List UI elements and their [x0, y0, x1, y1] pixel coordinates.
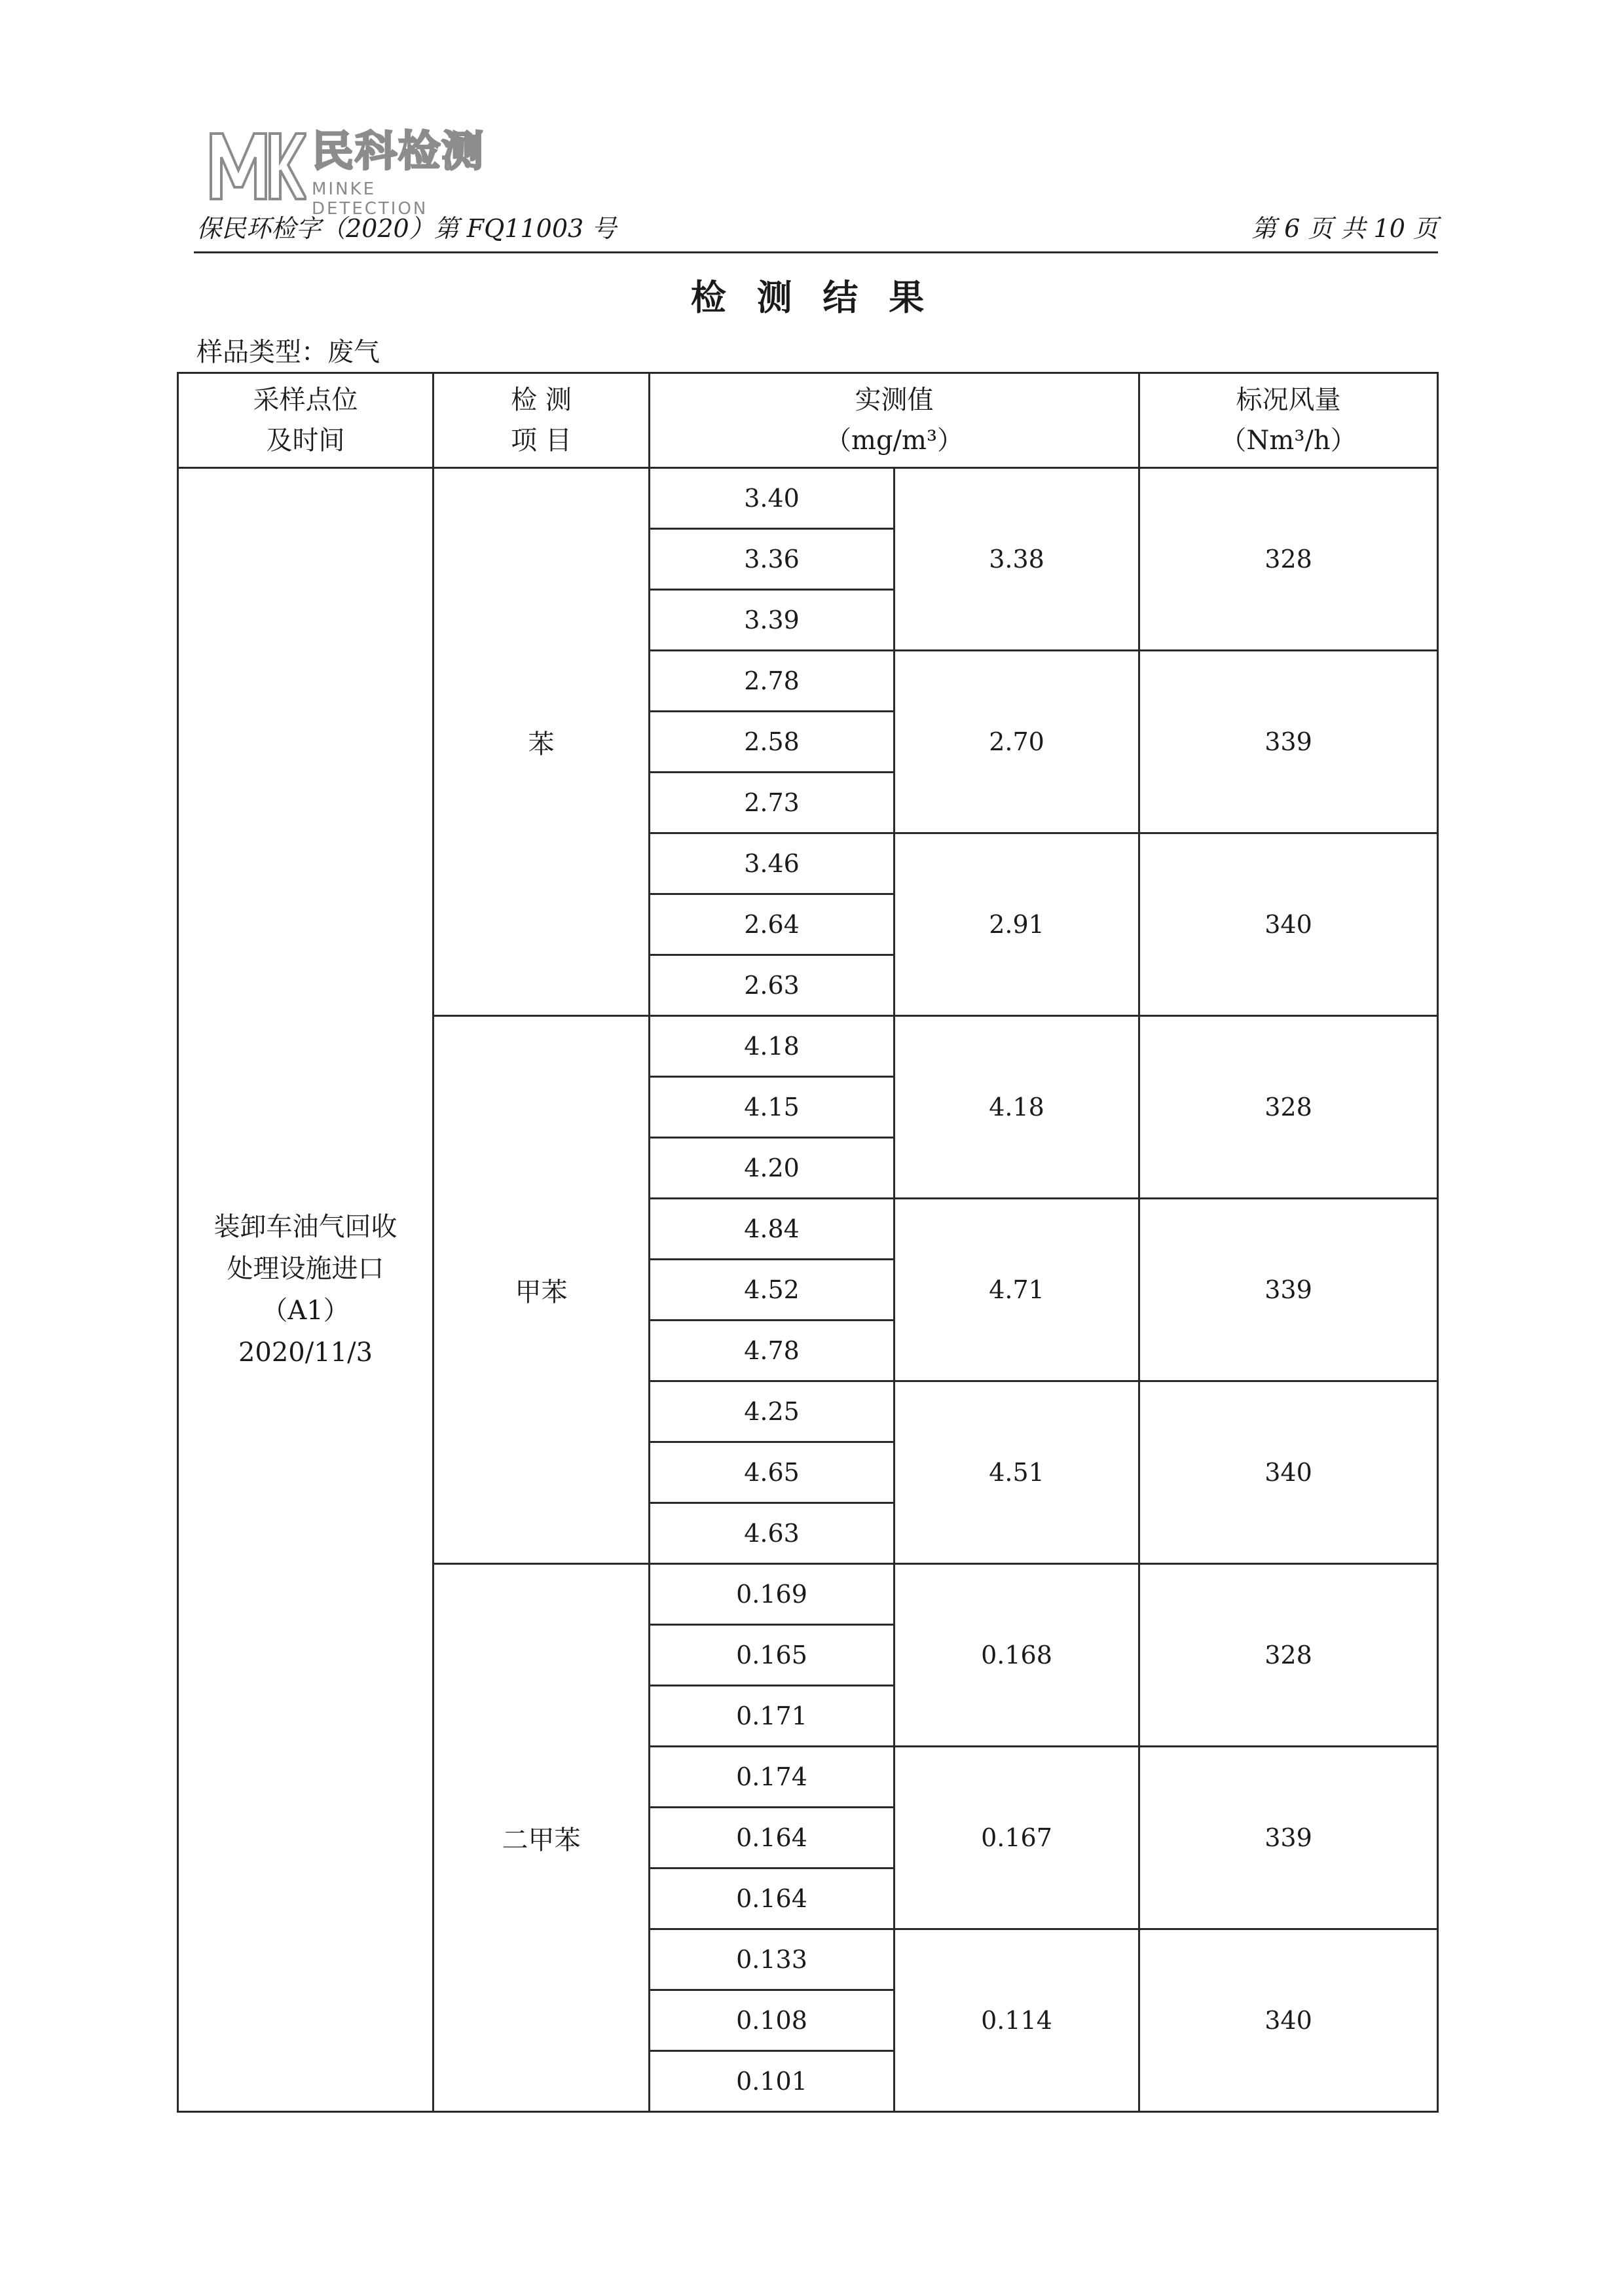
page-title: 检 测 结 果 [690, 277, 934, 318]
flow-value-cell: 339 [1139, 651, 1438, 833]
measured-value-cell: 0.169 [650, 1564, 895, 1625]
measured-value-cell: 0.133 [650, 1929, 895, 1990]
logo-chinese-text: 民科检测 [312, 128, 485, 176]
measured-value-cell: 0.101 [650, 2051, 895, 2112]
measured-value-cell: 3.46 [650, 833, 895, 894]
logo-english-text: MINKE DETECTION [312, 179, 428, 219]
measured-value-cell: 0.164 [650, 1868, 895, 1929]
mk-logo-icon [208, 128, 306, 202]
site-line4: 2020/11/3 [238, 1338, 373, 1368]
measured-value-cell: 0.174 [650, 1747, 895, 1808]
average-value-cell: 0.167 [895, 1747, 1139, 1929]
results-table [177, 372, 1439, 2113]
flow-value-cell: 328 [1139, 1564, 1438, 1747]
measured-value-cell: 4.84 [650, 1199, 895, 1260]
item-name-cell: 苯 [434, 468, 650, 1016]
header-site [178, 373, 434, 468]
header-flow-line1: 标况风量 [1236, 385, 1341, 415]
flow-value-cell: 328 [1139, 1016, 1438, 1199]
table-header-row [178, 373, 1438, 468]
measured-value-cell: 4.63 [650, 1503, 895, 1564]
header-site-line2: 及时间 [266, 426, 345, 456]
item-name-cell: 甲苯 [434, 1016, 650, 1564]
measured-value-cell: 4.18 [650, 1016, 895, 1077]
company-logo [208, 128, 496, 219]
measured-value-cell: 2.73 [650, 773, 895, 833]
flow-value-cell: 340 [1139, 1929, 1438, 2112]
measured-value-cell: 4.52 [650, 1260, 895, 1321]
page-indicator: 第 6 页 共 10 页 [1251, 214, 1438, 243]
header-item-line2: 项 目 [511, 426, 572, 456]
average-value-cell: 3.38 [895, 468, 1139, 651]
header-item-line1: 检 测 [511, 385, 572, 415]
measured-value-cell: 0.165 [650, 1625, 895, 1686]
header-item [434, 373, 650, 468]
average-value-cell: 4.51 [895, 1381, 1139, 1564]
header-flow-line2: （Nm³/h） [1220, 426, 1357, 456]
measured-value-cell: 4.20 [650, 1138, 895, 1199]
header-measured-line1: 实测值 [855, 385, 934, 415]
site-line2: 处理设施进口 [227, 1254, 384, 1284]
header-divider [194, 251, 1438, 253]
measured-value-cell: 0.171 [650, 1686, 895, 1747]
flow-value-cell: 339 [1139, 1747, 1438, 1929]
measured-value-cell: 3.39 [650, 590, 895, 651]
measured-value-cell: 3.36 [650, 529, 895, 590]
sample-type-label: 样品类型：废气 [196, 337, 380, 367]
header-site-line1: 采样点位 [253, 385, 358, 415]
flow-value-cell: 328 [1139, 468, 1438, 651]
table-row [178, 468, 1438, 529]
header-measured [650, 373, 1139, 468]
header-measured-line2: （mg/m³） [825, 426, 963, 456]
flow-value-cell: 340 [1139, 1381, 1438, 1564]
measured-value-cell: 2.58 [650, 712, 895, 773]
average-value-cell: 4.18 [895, 1016, 1139, 1199]
measured-value-cell: 2.78 [650, 651, 895, 712]
measured-value-cell: 4.15 [650, 1077, 895, 1138]
measured-value-cell: 4.25 [650, 1381, 895, 1442]
measured-value-cell: 3.40 [650, 468, 895, 529]
average-value-cell: 2.70 [895, 651, 1139, 833]
flow-value-cell: 339 [1139, 1199, 1438, 1381]
measured-value-cell: 2.64 [650, 894, 895, 955]
site-line3: （A1） [261, 1296, 350, 1326]
average-value-cell: 0.168 [895, 1564, 1139, 1747]
average-value-cell: 0.114 [895, 1929, 1139, 2112]
report-number: 保民环检字（2020）第 FQ11003 号 [196, 214, 617, 243]
average-value-cell: 2.91 [895, 833, 1139, 1016]
sampling-site-cell [178, 468, 434, 2112]
site-line1: 装卸车油气回收 [213, 1212, 397, 1242]
average-value-cell: 4.71 [895, 1199, 1139, 1381]
flow-value-cell: 340 [1139, 833, 1438, 1016]
measured-value-cell: 0.164 [650, 1808, 895, 1868]
measured-value-cell: 2.63 [650, 955, 895, 1016]
header-flow [1139, 373, 1438, 468]
measured-value-cell: 0.108 [650, 1990, 895, 2051]
item-name-cell: 二甲苯 [434, 1564, 650, 2112]
measured-value-cell: 4.78 [650, 1321, 895, 1381]
measured-value-cell: 4.65 [650, 1442, 895, 1503]
